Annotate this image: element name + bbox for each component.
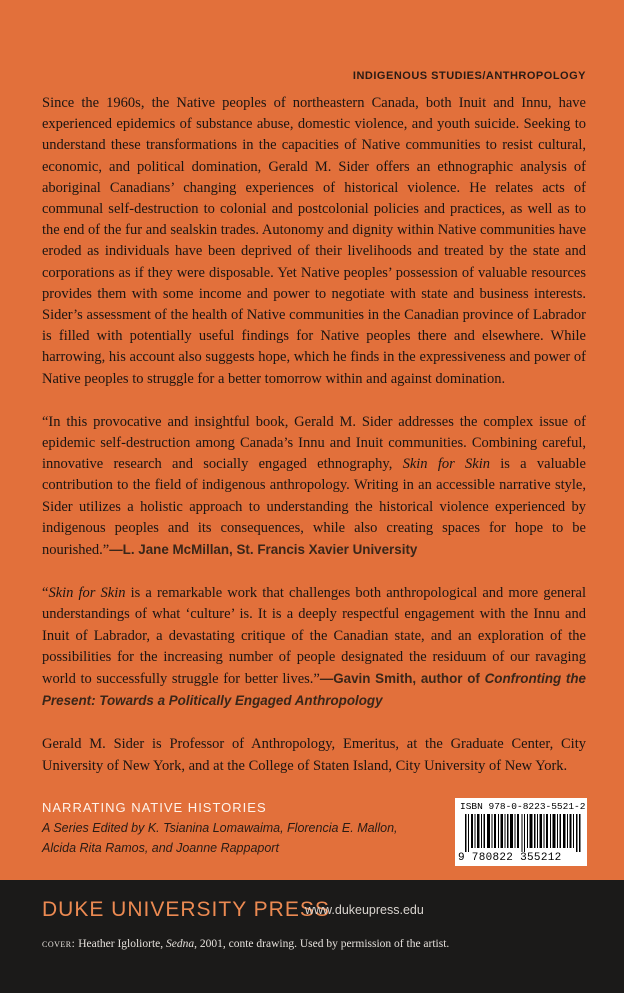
cover-credit-title: Sedna — [166, 938, 195, 950]
series-info — [42, 800, 422, 858]
quote2-text-after: is a remarkable work that challenges both anthropological and more general understandings of what ‘culture’ is. It is a deeply respectful engagement with the Innu and Inuit of Labrador, a devastating critique of the Canadian state, and an exploration of the possibilities for the increasing number of people designated the residuum of our ravaging world to successfully struggle for better lives.” — [42, 585, 586, 688]
quote1-attribution: —L. Jane McMillan, St. Francis Xavier University — [109, 542, 418, 558]
back-cover-text — [42, 93, 586, 777]
cover-credit-rest: , 2001, conte drawing. Used by permission of the artist. — [194, 938, 450, 950]
publisher-name: DUKE UNIVERSITY PRESS — [42, 898, 330, 921]
quote2-attribution-lead: —Gavin Smith, author of — [319, 671, 485, 687]
series-editors-line-2: Alcida Rita Ramos, and Joanne Rappaport — [42, 841, 279, 855]
quote1-text-before: “In this provocative and insightful book, Gerald M. Sider addresses the complex issue of epidemic self-destruction among Canada’s Innu and Inuit communities. Combining careful, innovative research and socially engaged ethnography, — [42, 413, 586, 473]
cover-credit-label: cover: — [42, 938, 76, 950]
quote2-attribution-title: Confronting the Present: Towards a Politically Engaged Anthropology — [42, 671, 587, 709]
isbn-text: ISBN 978-0-8223-5521-2 — [460, 801, 586, 812]
barcode-bars-icon — [465, 814, 581, 852]
cover-credit — [42, 938, 449, 950]
barcode — [455, 798, 587, 866]
barcode-digits: 9 780822 355212 — [458, 852, 562, 864]
endorsement-quote-2 — [42, 583, 586, 712]
publisher-url[interactable]: www.dukeupress.edu — [305, 903, 424, 917]
quote1-book-title: Skin for Skin — [402, 456, 490, 473]
cover-credit-text: Heather Igloliorte, — [75, 938, 166, 950]
series-title: NARRATING NATIVE HISTORIES — [42, 800, 267, 815]
author-bio: Gerald M. Sider is Professor of Anthropology, Emeritus, at the Graduate Center, City University of New York, and at the College of Staten Island, City University of New York. — [42, 736, 586, 774]
quote2-book-title: Skin for Skin — [48, 585, 126, 602]
series-editors-line-1: A Series Edited by K. Tsianina Lomawaima, Florencia E. Mallon, — [42, 821, 398, 835]
category-label: INDIGENOUS STUDIES/ANTHROPOLOGY — [352, 70, 586, 82]
quote2-open: “ — [42, 585, 49, 602]
quote1-text-after: is a valuable contribution to the field of indigenous anthropology. Writing in an accessible narrative style, Sider utilizes a holistic approach to understanding the historical violence experienced by indigenous peoples and its consequences, while also creating spaces for hope to be nourished.” — [42, 456, 586, 559]
footer-bar — [0, 880, 624, 993]
endorsement-quote-1 — [42, 412, 586, 561]
book-description: Since the 1960s, the Native peoples of northeastern Canada, both Inuit and Innu, have experienced epidemics of substance abuse, domestic violence, and youth suicide. Seeking to understand these transformations in the capacities of Native communities to resist cultural, economic, and political domination, Gerald M. Sider offers an ethnographic analysis of aboriginal Canadians’ changing experiences of historical violence. He relates acts of communal self-destruction to colonial and postcolonial policies and practices, as well as to the end of the fur and sealskin trades. Autonomy and dignity within Native communities have eroded as individuals have been deprived of their livelihoods and treated by the state and corporations as if they were disposable. Yet Native peoples’ possession of valuable resources provides them with some income and power to negotiate with state and business interests. Sider’s assessment of the health of Native communities in the Canadian province of Labrador is filled with potentially useful findings for Native peoples there and elsewhere. While harrowing, his account also suggests hope, which he finds in the expressiveness and power of Native peoples to struggle for a better tomorrow within and against domination. — [42, 95, 586, 387]
